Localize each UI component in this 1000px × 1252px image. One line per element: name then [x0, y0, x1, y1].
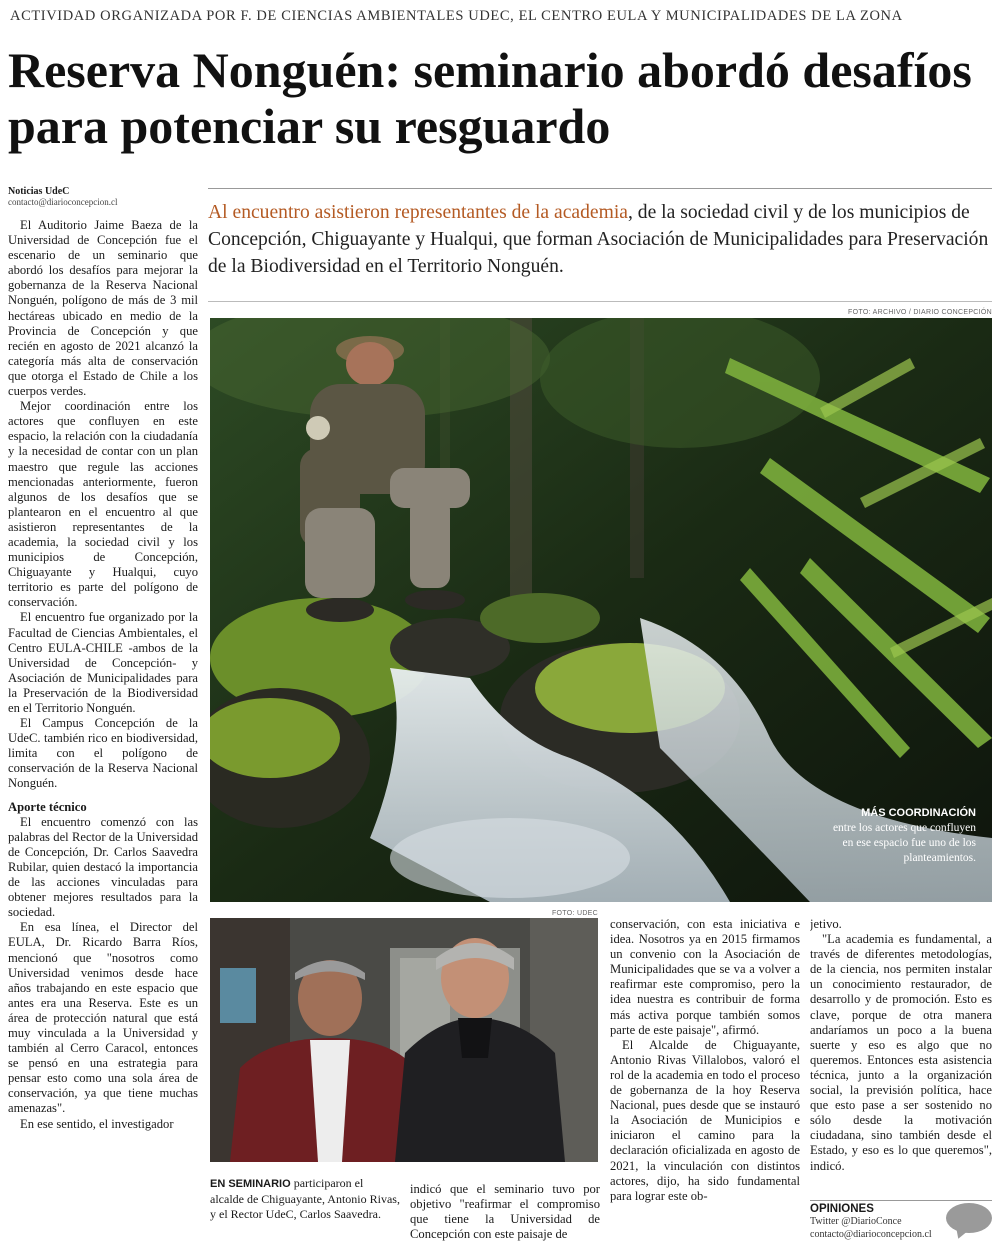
headline-rest: seminario abordó desafíos para potenciar su resguardo: [8, 42, 972, 154]
paragraph: El encuentro comenzó con las palabras del Rector de la Universidad de Concepción, Dr. Carlos Saavedra Rubilar, quien destacó la importancia de las acciones vinculadas para obtener mejores resultados para la sociedad.: [8, 814, 198, 920]
main-caption-text: entre los actores que confluyen en ese espacio fue uno de los planteamientos.: [832, 822, 976, 864]
paragraph: Mejor coordinación entre los actores que confluyen en este espacio, la relación con la ciudadanía y la necesidad de contar con un plan maestro que regule las acciones mencionadas anteriormente, fueron algunos de los desafíos que se plantearon en el encuentro al que asistieron representantes de la academia, la sociedad civil y los municipios de Concepción, Chiguayante y Hualqui, cuyo territorio es parte del polígono de conservación.: [8, 399, 198, 610]
kicker: ACTIVIDAD ORGANIZADA POR F. DE CIENCIAS AMBIENTALES UDEC, EL CENTRO EULA Y MUNICIPALIDADES DE LA ZONA: [10, 8, 903, 24]
paragraph: "La academia es fundamental, a través de diferentes metodologías, de la ciencia, nos permiten instalar un conocimiento restaurador, de desarrollo y de promoción. Esto es clave, porque de otra manera andaríamos un poco a la buena suerte y eso es algo que no queremos. Entonces esta asistencia técnica, junto a la organización social, la previsión política, hace que esto pase a ser sostenido no sólo desde la motivación ciudadana, sino también desde el Estado, y eso es lo que queremos", indicó.: [810, 932, 992, 1173]
two-men-illustration: [210, 918, 598, 1162]
speech-bubble-icon: [946, 1203, 992, 1233]
lead-bottom-rule: [208, 301, 992, 302]
lead-rest: , de la sociedad civil y de los municipios de Concepción, Chiguayante y Hualqui, que forman Asociación de Municipalidades para Preservación de la Biodiversidad en el Territorio Nonguén.: [208, 202, 989, 277]
byline-email[interactable]: contacto@diarioconcepcion.cl: [8, 197, 118, 207]
main-photo-caption: [820, 806, 976, 866]
column-3: [610, 917, 800, 1248]
main-caption-title: MÁS COORDINACIÓN: [861, 807, 976, 819]
lead-top-rule: [208, 188, 992, 189]
byline-name: Noticias UdeC: [8, 186, 70, 197]
headline: [8, 42, 993, 154]
lead-highlight: Al encuentro asistieron representantes de la academia: [208, 202, 628, 223]
paragraph: indicó que el seminario tuvo por objetivo "reafirmar el compromiso que tiene la Universidad de Concepción con este paisaje de: [410, 1182, 600, 1242]
paragraph: jetivo.: [810, 917, 842, 931]
lead-paragraph: [208, 199, 992, 280]
secondary-photo-caption: [210, 1176, 400, 1222]
secondary-photo-two-men: [210, 918, 598, 1162]
secondary-caption-title: EN SEMINARIO: [210, 1178, 291, 1190]
column-1: [8, 218, 198, 1248]
opinions-title: OPINIONES: [810, 1203, 874, 1215]
byline: [8, 186, 198, 207]
paragraph: En esa línea, el Director del EULA, Dr. Ricardo Barra Ríos, mencionó que "nosotros como Universidad venimos desde hace años trabajando en este espacio que antes era una Reserva. Este es un área de protección natural que está muy vinculada a la Universidad y también al Cerro Caracol, entonces se pensó en una estrategia para pensar esto como una sola área de conservación, ya que tiene muchas amenazas".: [8, 920, 198, 1116]
photo-credit-secondary: FOTO: UDEC: [551, 910, 598, 917]
headline-bold: Reserva Nonguén:: [8, 42, 402, 98]
main-photo-forest-stream: [210, 318, 992, 902]
opinions-email[interactable]: contacto@diarioconcepcion.cl: [810, 1229, 932, 1240]
paragraph: El encuentro fue organizado por la Facultad de Ciencias Ambientales, el Centro EULA-CHILE -ambos de la Universidad de Concepción- y Asociación de Municipalidades para la Preservación de la Biodiversidad en el Territorio Nonguén.: [8, 610, 198, 715]
paragraph: En ese sentido, el investigador: [20, 1116, 174, 1131]
column-4: [810, 917, 992, 1197]
column-2-continuation: [410, 1182, 600, 1248]
photo-credit-main: FOTO: ARCHIVO / DIARIO CONCEPCIÓN: [848, 309, 992, 316]
opinions-twitter[interactable]: Twitter @DiarioConce: [810, 1216, 902, 1227]
subheading: Aporte técnico: [8, 799, 87, 814]
paragraph: El Auditorio Jaime Baeza de la Universidad de Concepción fue el escenario de un seminario que abordó los desafíos para mejorar la gobernanza de la Reserva Nacional Nonguén, polígono de más de 3 mil hectáreas ubicado en medio de la Provincia de Concepción y que recién en agosto de 2021 alcanzó la categoría más alta de conservación que otorga el Estado de Chile a los cuerpos verdes.: [8, 218, 198, 399]
secondary-caption-text: participaron el alcalde de Chiguayante, Antonio Rivas, y el Rector UdeC, Carlos Saavedra.: [210, 1176, 400, 1221]
paragraph: El Alcalde de Chiguayante, Antonio Rivas Villalobos, valoró el rol de la academia en todo el proceso de gobernanza de la hoy Reserva Nacional, pues desde que se instauró la Asociación de Municipios e iniciaron el camino para la declaración oficializada en agosto de 2021, la vinculación con distintos actores, dijo, ha sido fundamental para lograr este ob-: [610, 1037, 800, 1203]
paragraph: conservación, con esta iniciativa e idea. Nosotros ya en 2015 firmamos un convenio con la Asociación de Municipalidades que se va a volver a reafirmar este compromiso, pero la idea nuestra es contribuir de forma más activa porque también somos parte de este paisaje", afirmó.: [610, 917, 800, 1037]
paragraph: El Campus Concepción de la UdeC. también rico en biodiversidad, limita con el polígono de conservación de la Reserva Nacional Nonguén.: [8, 716, 198, 791]
